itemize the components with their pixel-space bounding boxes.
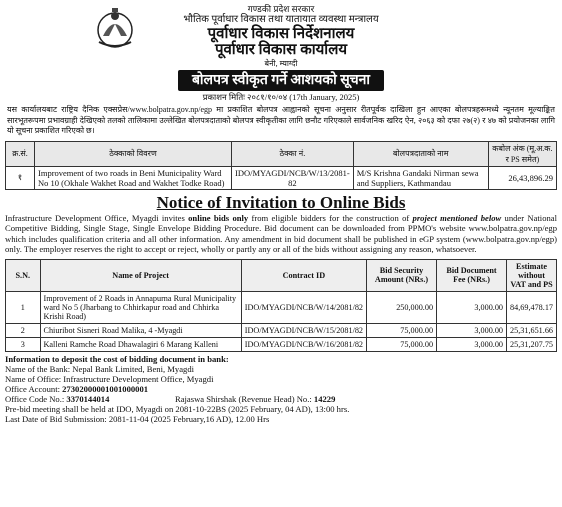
office-name-line: Name of Office: Infrastructure Development Office, Myagdi: [5, 373, 214, 384]
notice-text-3: under National Competitive Bidding, Single Stage, Single Envelope Bidding Procedure. Bid document can be downloaded from PPMO's website www.bolpatra.gov.np/egp which includes qualification criteria and all other information. Any amendment in bid document shall be published in eGP system (www.bolpatra.gov.np/egp) only. The employer reserves the right to accept or reject, wholly or partly any or all of the bids without assigning any reason, whatsoever.: [5, 212, 557, 254]
bid-cell-contract-id: IDO/MYAGDI/NCB/W/14/2081/82: [241, 291, 366, 323]
bid-cell-contract-id: IDO/MYAGDI/NCB/W/15/2081/82: [241, 323, 366, 337]
table-row: [6, 337, 557, 351]
intent-paragraph: यस कार्यालयबाट राष्ट्रिय दैनिक एक्सप्रेस/www.bolpatra.gov.np/egp मा प्रकाशित बोलपत्र आह्वानको सूचना अनुसार रीतपूर्वक दाखिला हुन आएका बोलपत्रहरूमध्ये न्यूनतम मूल्याङ्कित सारभूतरूपमा प्रभावग्राही देखिएको तलको तालिकामा उल्लेखित बोलपत्रदाताको बोलपत्र स्वीकृतीका लागि छनौट गरिएकाले सार्वजनिक खरिद ऐन, २०६३ को दफा २७(२) र ४७ को प्रयोजनका लागि यो सूचना प्रकाशित गरिएको छ।: [7, 105, 555, 135]
bid-cell-project: Improvement of 2 Roads in Annapurna Rural Municipality ward No 5 (Jharbang to Chhirkapur road and Chhirka Krishi Road): [40, 291, 241, 323]
directorate-name: पूर्वाधार विकास निर्देशनालय: [207, 26, 355, 42]
notice-text-1: Infrastructure Development Office, Myagdi invites: [5, 212, 189, 223]
bid-col-fee: Bid Document Fee (NRs.): [437, 259, 507, 291]
intent-cell-contract-no: IDO/MYAGDI/NCB/W/13/2081-82: [232, 166, 354, 189]
intent-col-amount: कबोल अंक (मू.अ.क. र PS समेत): [488, 141, 556, 166]
intent-col-description: ठेक्काको विवरण: [35, 141, 232, 166]
office-account-value: 27302000001001000001: [62, 383, 149, 394]
deposit-heading: Information to deposit the cost of bidding document in bank:: [5, 353, 229, 364]
notice-title: Notice of Invitation to Online Bids: [156, 192, 406, 212]
intent-cell-amount: 26,43,896.29: [488, 166, 556, 189]
office-code-label: Office Code No.:: [5, 393, 67, 404]
table-row: [6, 166, 557, 189]
bid-cell-sn: 1: [6, 291, 41, 323]
bid-col-contract-id: Contract ID: [241, 259, 366, 291]
province-name: गण्डकी प्रदेश सरकार: [247, 4, 315, 14]
intent-notice-banner: बोलपत्र स्वीकृत गर्ने आशयको सूचना: [178, 70, 384, 91]
notice-text-2: from eligible bidders for the construction of: [248, 212, 413, 223]
table-row: [6, 323, 557, 337]
deposit-info: [5, 354, 557, 424]
office-code-row: [5, 394, 557, 404]
bid-cell-estimate: 25,31,651.66: [507, 323, 557, 337]
bid-cell-fee: 3,000.00: [437, 323, 507, 337]
bid-cell-project: Kalleni Ramche Road Dhawalagiri 6 Marang Kalleni: [40, 337, 241, 351]
notice-emphasis-online: online bids only: [188, 212, 249, 223]
office-code-value: 3370144014: [66, 393, 110, 404]
table-row: [6, 291, 557, 323]
bid-cell-project: Chiuribot Sisneri Road Malika, 4 -Myagdi: [40, 323, 241, 337]
intent-col-bidder: बोलपत्रदाताको नाम: [353, 141, 488, 166]
last-date: Last Date of Bid Submission: 2081-11-04 (2025 February,16 AD), 12.00 Hrs: [5, 413, 270, 424]
office-account-label: Office Account:: [5, 383, 63, 394]
bid-cell-contract-id: IDO/MYAGDI/NCB/W/16/2081/82: [241, 337, 366, 351]
office-account: [5, 384, 557, 394]
intent-table: [5, 141, 557, 190]
intent-col-contract-no: ठेक्का नं.: [232, 141, 354, 166]
nepal-government-emblem-icon: [95, 6, 135, 50]
bid-cell-sn: 3: [6, 337, 41, 351]
notice-emphasis-project: project mentioned below: [412, 212, 502, 223]
bid-table: [5, 259, 557, 352]
office-code: [5, 394, 175, 404]
bid-cell-estimate: 25,31,207.75: [507, 337, 557, 351]
bid-cell-sn: 2: [6, 323, 41, 337]
intent-cell-sn: १: [6, 166, 35, 189]
bank-name: Name of the Bank: Nepal Bank Limited, Beni, Myagdi: [5, 363, 195, 374]
bid-cell-security: 75,000.00: [367, 337, 437, 351]
intent-cell-description: Improvement of two roads in Beni Municipality Ward No 10 (Okhale Wakhet Road and Wakhet Todke Road): [35, 166, 232, 189]
notice-paragraph: [5, 213, 557, 255]
bid-cell-estimate: 84,69,478.17: [507, 291, 557, 323]
bid-cell-fee: 3,000.00: [437, 291, 507, 323]
intent-cell-bidder: M/S Krishna Gandaki Nirman sewa and Suppliers, Kathmandau: [353, 166, 488, 189]
office-header: [5, 4, 557, 68]
bid-col-estimate: Estimate without VAT and PS: [507, 259, 557, 291]
bid-col-project: Name of Project: [40, 259, 241, 291]
bid-cell-security: 250,000.00: [367, 291, 437, 323]
revenue-head: [175, 394, 335, 404]
ministry-name: भौतिक पूर्वाधार विकास तथा यातायात व्यवस्था मन्त्रालय: [183, 14, 379, 25]
pre-bid-meeting: Pre-bid meeting shall be held at IDO, Myagdi on 2081-10-22BS (2025 February, 04 AD), 13:00 hrs.: [5, 403, 350, 414]
intent-col-sn: क्र.सं.: [6, 141, 35, 166]
bid-col-sn: S.N.: [6, 259, 41, 291]
bid-cell-security: 75,000.00: [367, 323, 437, 337]
revenue-head-label: Rajaswa Shirshak (Revenue Head) No.:: [175, 393, 314, 404]
revenue-head-value: 14229: [313, 393, 336, 404]
office-location: बेनी, म्याग्दी: [264, 59, 298, 68]
bid-cell-fee: 3,000.00: [437, 337, 507, 351]
publish-date: प्रकाशन मितिः २०८१/१०/०४ (17th January, 2025): [202, 92, 360, 102]
bid-col-security: Bid Security Amount (NRs.): [367, 259, 437, 291]
office-name: पूर्वाधार विकास कार्यालय: [214, 42, 348, 58]
